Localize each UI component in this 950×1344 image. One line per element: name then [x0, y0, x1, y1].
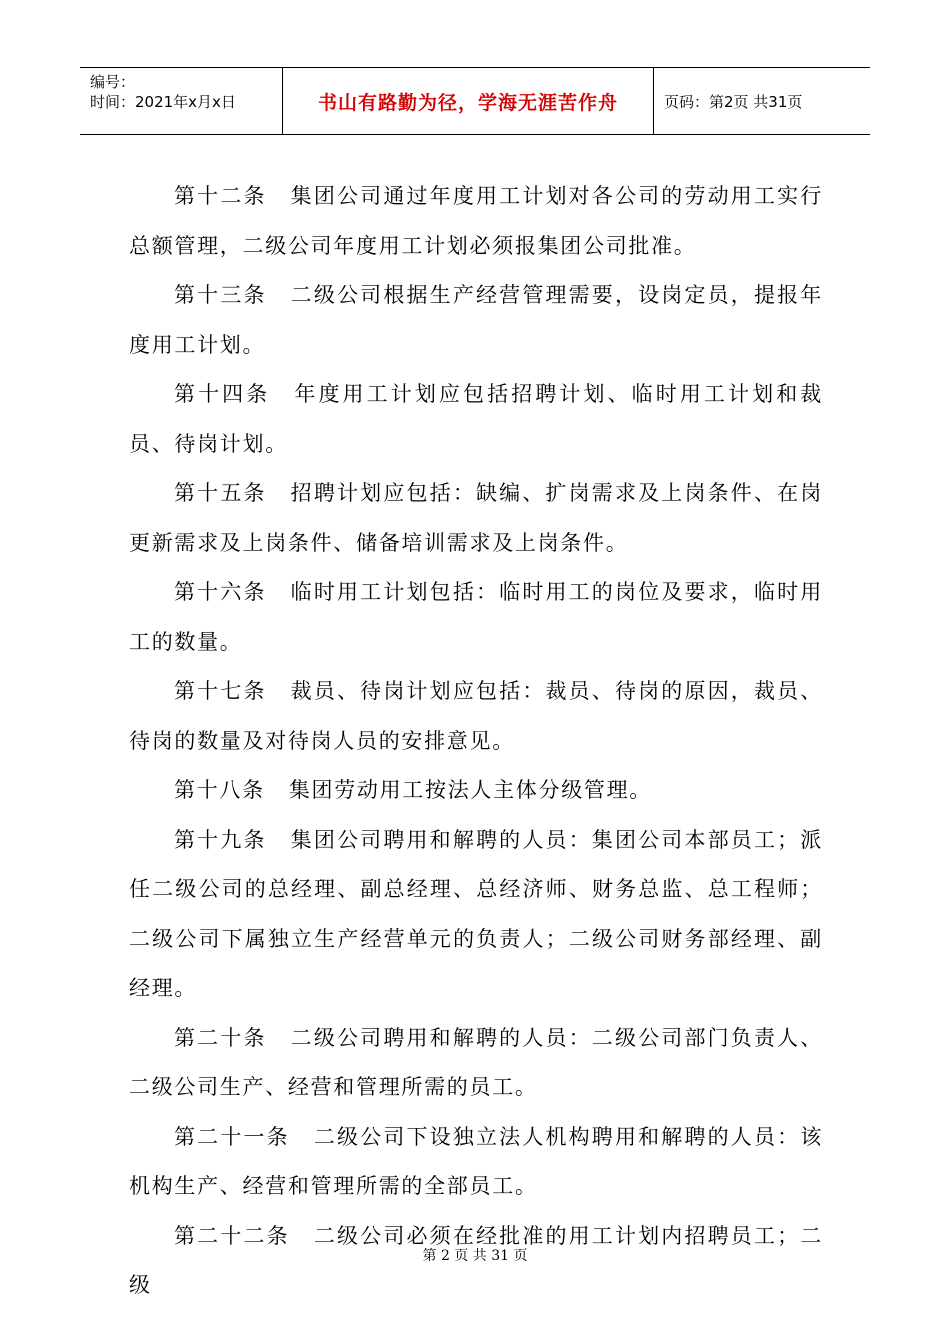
- document-number-label: 编号：: [90, 73, 136, 91]
- article-paragraph: [129, 1113, 823, 1212]
- article-number: 第十七条: [174, 679, 267, 703]
- article-text: 二级公司聘用和解聘的人员：二级公司部门负责人、二级公司生产、经营和管理所需的员工。: [129, 1025, 823, 1099]
- article-paragraph: [129, 568, 823, 667]
- article-paragraph: [129, 667, 823, 766]
- article-paragraph: [129, 172, 823, 271]
- article-text: 集团公司聘用和解聘的人员：集团公司本部员工；派任二级公司的总经理、副总经理、总经济师、财务总监、总工程师；二级公司下属独立生产经营单元的负责人；二级公司财务部经理、副经理。: [129, 827, 823, 1000]
- article-text: 二级公司下设独立法人机构聘用和解聘的人员：该机构生产、经营和管理所需的全部员工。: [129, 1124, 823, 1198]
- article-number: 第十三条: [174, 283, 267, 307]
- article-text: 裁员、待岗计划应包括：裁员、待岗的原因，裁员、待岗的数量及对待岗人员的安排意见。: [129, 679, 823, 753]
- article-text: 集团公司通过年度用工计划对各公司的劳动用工实行总额管理，二级公司年度用工计划必须报集团公司批准。: [129, 184, 823, 258]
- article-number: 第二十条: [174, 1025, 267, 1050]
- header-page-code: 页码：第2页 共31页: [664, 92, 803, 111]
- article-text: 二级公司根据生产经营管理需要，设岗定员，提报年度用工计划。: [129, 283, 823, 357]
- header-meta: [80, 68, 282, 134]
- header-motto-cell: [282, 68, 654, 134]
- document-date: 时间：2021年x月x日: [90, 93, 236, 111]
- article-number: 第十八条: [174, 778, 265, 802]
- article-text: 二级公司必须在经批准的用工计划内招聘员工；二级: [129, 1223, 823, 1297]
- article-paragraph: [129, 370, 823, 469]
- article-text: 集团劳动用工按法人主体分级管理。: [288, 778, 653, 802]
- article-paragraph: [129, 469, 823, 568]
- article-text: 年度用工计划应包括招聘计划、临时用工计划和裁员、待岗计划。: [129, 382, 823, 456]
- article-text: 临时用工计划包括：临时用工的岗位及要求，临时用工的数量。: [129, 580, 823, 654]
- article-number: 第十九条: [174, 827, 267, 852]
- header-motto: 书山有路勤为径，学海无涯苦作舟: [317, 91, 618, 114]
- article-number: 第十五条: [174, 481, 267, 505]
- article-paragraph: [129, 816, 823, 1014]
- article-number: 第十二条: [174, 184, 267, 208]
- header-page-cell: [654, 68, 870, 134]
- article-number: 第十六条: [174, 580, 267, 604]
- article-text: 招聘计划应包括：缺编、扩岗需求及上岗条件、在岗更新需求及上岗条件、储备培训需求及上岗条件。: [129, 481, 823, 555]
- footer-page-number: 第 2 页 共 31 页: [422, 1248, 528, 1264]
- article-paragraph: [129, 1014, 823, 1113]
- page-header: [80, 67, 870, 135]
- page-footer: [0, 1246, 950, 1266]
- article-paragraph: [129, 766, 823, 816]
- article-paragraph: [129, 271, 823, 370]
- article-number: 第十四条: [174, 382, 271, 406]
- document-body: [129, 172, 823, 1311]
- article-number: 第二十二条: [174, 1223, 290, 1248]
- article-number: 第二十一条: [174, 1124, 290, 1149]
